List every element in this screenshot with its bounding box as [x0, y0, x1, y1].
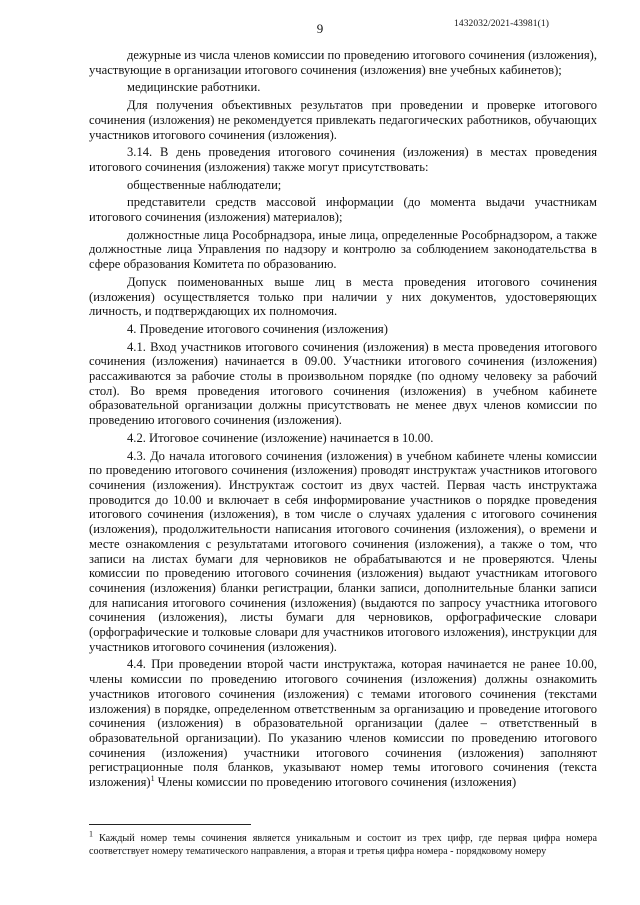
footnote-marker: 1 [89, 829, 93, 839]
paragraph-tail: Члены комиссии по проведению итогового сочинения (изложения) [154, 775, 517, 790]
paragraph-text: 4.4. При проведении второй части инструктажа, которая начинается не ранее 10.00, члены комиссии по проведению итогового сочинения (изложения) должны ознакомить участников итогового сочинения (изложения) с темами итогового сочинения (текстами изложения) в порядке, определенном ответственным за организацию и проведение итогового сочинения (изложения) в образовательной организации (далее – ответственный в образовательной организации). По указанию членов комиссии по проведению итогового сочинения (изложения) участники итогового сочинения (изложения) заполняют регистрационные поля бланков, указывают номер темы итогового сочинения (текста изложения) [89, 657, 597, 790]
page-number: 9 [316, 21, 324, 36]
document-number: 1432032/2021-43981(1) [454, 19, 549, 29]
paragraph [89, 657, 597, 789]
paragraph: 4.2. Итоговое сочинение (изложение) начинается в 10.00. [127, 430, 434, 445]
footnote [89, 829, 597, 858]
paragraph: 4.3. До начала итогового сочинения (изложения) в учебном кабинете члены комиссии по проведению итогового сочинения (изложения) проводят инструктаж участников итогового сочинения (изложения). Инструктаж состоит из двух частей. Первая часть инструктажа проводится до 10.00 и включает в себя информирование участников о порядке проведения итогового сочинения (изложения), в том числе о случаях удаления с итогового сочинения (изложения), продолжительности написания итогового сочинения (изложения), о времени и месте ознакомления с результатами итогового сочинения (изложения), а также о том, что записи на листах бумаги для черновиков не обрабатываются и не проверяются. Члены комиссии по проведению итогового сочинения (изложения) выдают участникам итогового сочинения (изложения) бланки регистрации, бланки записи, дополнительные бланки записи для написания итогового сочинения (изложения) (выдаются по запросу участника итогового сочинения (изложения), листы бумаги для черновиков, орфографические словари (орфографические и толковые словари для участников итогового изложения), инструкции для участников итогового сочинения (изложения). [89, 448, 597, 654]
footnote-separator [89, 824, 251, 825]
paragraph: медицинские работники. [127, 80, 261, 95]
section-heading: 4. Проведение итогового сочинения (изложения) [127, 321, 388, 336]
paragraph: дежурные из числа членов комиссии по проведению итогового сочинения (изложения), участвующие в организации итогового сочинения (изложения) вне учебных кабинетов); [89, 48, 597, 77]
footnote-reference[interactable]: 1 [150, 773, 155, 783]
paragraph: общественные наблюдатели; [127, 177, 282, 192]
paragraph: 3.14. В день проведения итогового сочинения (изложения) в местах проведения итогового сочинения (изложения) также могут присутствовать: [89, 145, 597, 174]
paragraph: 4.1. Вход участников итогового сочинения (изложения) в места проведения итогового сочинения (изложения) начинается в 09.00. Участники итогового сочинения (изложения) рассаживаются за рабочие столы в произвольном порядке (по одному человеку за рабочий стол). Во время проведения итогового сочинения (изложения) в учебном кабинете образовательной организации должны присутствовать не менее двух членов комиссии по проведению итогового сочинения (изложения). [89, 339, 597, 428]
paragraph: представители средств массовой информации (до момента выдачи участникам итогового сочинения (изложения) материалов); [89, 195, 597, 225]
body-text [89, 48, 597, 790]
paragraph: должностные лица Рособрнадзора, иные лица, определенные Рособрнадзором, а также должностные лица Управления по надзору и контролю за соблюдением законодательства в сфере образования Комитета по образованию. [89, 227, 597, 272]
paragraph: Допуск поименованных выше лиц в места проведения итогового сочинения (изложения) осуществляется только при наличии у них документов, удостоверяющих личность, и подтверждающих их полномочия. [89, 274, 597, 319]
footnote-text: Каждый номер темы сочинения является уникальным и состоит из трех цифр, где первая цифра номера соответствует номеру тематического направления, а вторая и третья цифра номера - порядковому номеру [89, 833, 597, 857]
paragraph: Для получения объективных результатов при проведении и проверке итогового сочинения (изложения) не рекомендуется привлекать педагогических работников, обучающих участников итогового сочинения (изложения). [89, 98, 597, 142]
